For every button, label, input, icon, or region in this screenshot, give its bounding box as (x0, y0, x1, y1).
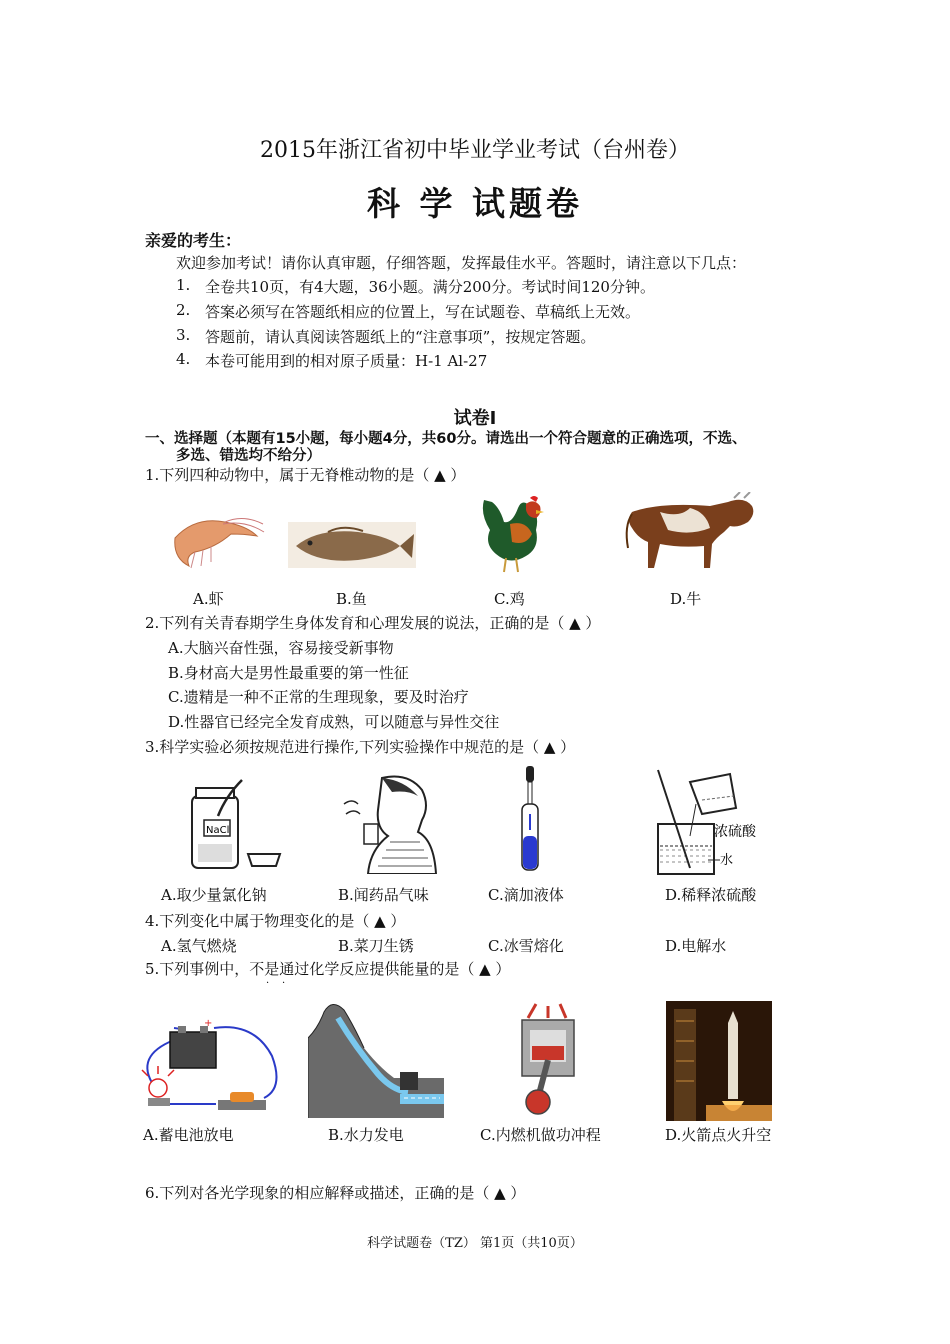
smelling-image (338, 770, 438, 874)
svg-text:+: + (204, 1018, 213, 1029)
hydro-image (308, 998, 444, 1118)
q5-option-a: A.蓄电池放电 (143, 1126, 234, 1144)
cow-image (620, 492, 760, 574)
q6-stem: 6.下列对各光学现象的相应解释或描述，正确的是（ ▲ ） (145, 1184, 526, 1202)
page-footer: 科学试题卷（TZ） 第1页（共10页） (367, 1236, 583, 1251)
emphasis-dot-1: · (266, 978, 270, 989)
section-heading: 试卷Ⅰ (453, 408, 497, 429)
q5-option-c: C.内燃机做功冲程 (480, 1126, 601, 1144)
q2-option-c: C.遗精是一种不正常的生理现象，要及时治疗 (168, 688, 469, 706)
q3-stem: 3.科学实验必须按规范进行操作,下列实验操作中规范的是（ ▲ ） (145, 738, 576, 756)
q5-option-d: D.火箭点火升空 (665, 1126, 772, 1144)
q5-stem: 5.下列事例中，不是通过化学反应提供能量的是（ ▲ ） (145, 960, 511, 978)
rocket-image (666, 1001, 772, 1121)
note-4-text: 本卷可能用到的相对原子质量：H-1 Al-27 (205, 352, 488, 370)
q3-option-d: D.稀释浓硫酸 (665, 886, 757, 904)
fish-image (288, 522, 416, 568)
q4-option-b: B.菜刀生锈 (338, 937, 414, 955)
q3-option-a: A.取少量氯化钠 (161, 886, 267, 904)
dilution-image (650, 764, 766, 878)
water-label: 水 (720, 853, 734, 868)
q1-stem: 1.下列四种动物中，属于无脊椎动物的是（ ▲ ） (145, 466, 466, 484)
q4-stem: 4.下列变化中属于物理变化的是（ ▲ ） (145, 912, 406, 930)
q3-option-b: B.闻药品气味 (338, 886, 429, 904)
exam-title: 2015年浙江省初中毕业学业考试（台州卷） (260, 138, 690, 163)
q4-option-c: C.冰雪熔化 (488, 937, 564, 955)
dropper-image (514, 764, 546, 874)
section-instruction-1: 一、选择题（本题有15小题，每小题4分，共60分。请选出一个符合题意的正确选项，不选、 (145, 431, 747, 447)
q2-option-d: D.性器官已经完全发育成熟，可以随意与异性交往 (168, 713, 500, 731)
note-2-text: 答案必须写在答题纸相应的位置上，写在试题卷、草稿纸上无效。 (205, 303, 641, 321)
q3-option-c: C.滴加液体 (488, 886, 564, 904)
q5-option-b: B.水力发电 (328, 1126, 404, 1144)
note-3-num: 3. (176, 326, 191, 344)
nacl-jar-image (182, 776, 290, 872)
q1-option-d: D.牛 (670, 590, 702, 608)
q4-option-a: A.氢气燃烧 (161, 937, 237, 955)
section-instruction-2: 多选、错选均不给分） (176, 448, 321, 464)
q2-option-a: A.大脑兴奋性强，容易接受新事物 (168, 639, 394, 657)
note-1-num: 1. (176, 276, 191, 294)
rooster-image (470, 494, 552, 574)
note-1-text: 全卷共10页，有4大题，36小题。满分200分。考试时间120分钟。 (205, 278, 655, 296)
note-4-num: 4. (176, 350, 191, 368)
note-3-text: 答题前，请认真阅读答题纸上的“注意事项”，按规定答题。 (205, 328, 596, 346)
q1-option-c: C.鸡 (494, 590, 525, 608)
emphasis-dot-2: · (282, 978, 286, 989)
q2-option-b: B.身材高大是男性最重要的第一性征 (168, 664, 409, 682)
note-2-num: 2. (176, 301, 191, 319)
shrimp-image (165, 508, 265, 570)
q1-option-a: A.虾 (193, 590, 224, 608)
q1-option-b: B.鱼 (336, 590, 367, 608)
engine-image (508, 1000, 588, 1120)
greeting: 亲爱的考生： (145, 231, 242, 250)
welcome-text: 欢迎参加考试！请你认真审题，仔细答题，发挥最佳水平。答题时，请注意以下几点： (176, 254, 747, 272)
q2-stem: 2.下列有关青春期学生身体发育和心理发展的说法，正确的是（ ▲ ） (145, 614, 601, 632)
battery-circuit-image (134, 1016, 282, 1116)
acid-label: 浓硫酸 (714, 824, 756, 840)
q4-option-d: D.电解水 (665, 937, 727, 955)
subject-title: 科 学 试题卷 (367, 184, 583, 223)
nacl-label: NaCl (206, 825, 230, 836)
